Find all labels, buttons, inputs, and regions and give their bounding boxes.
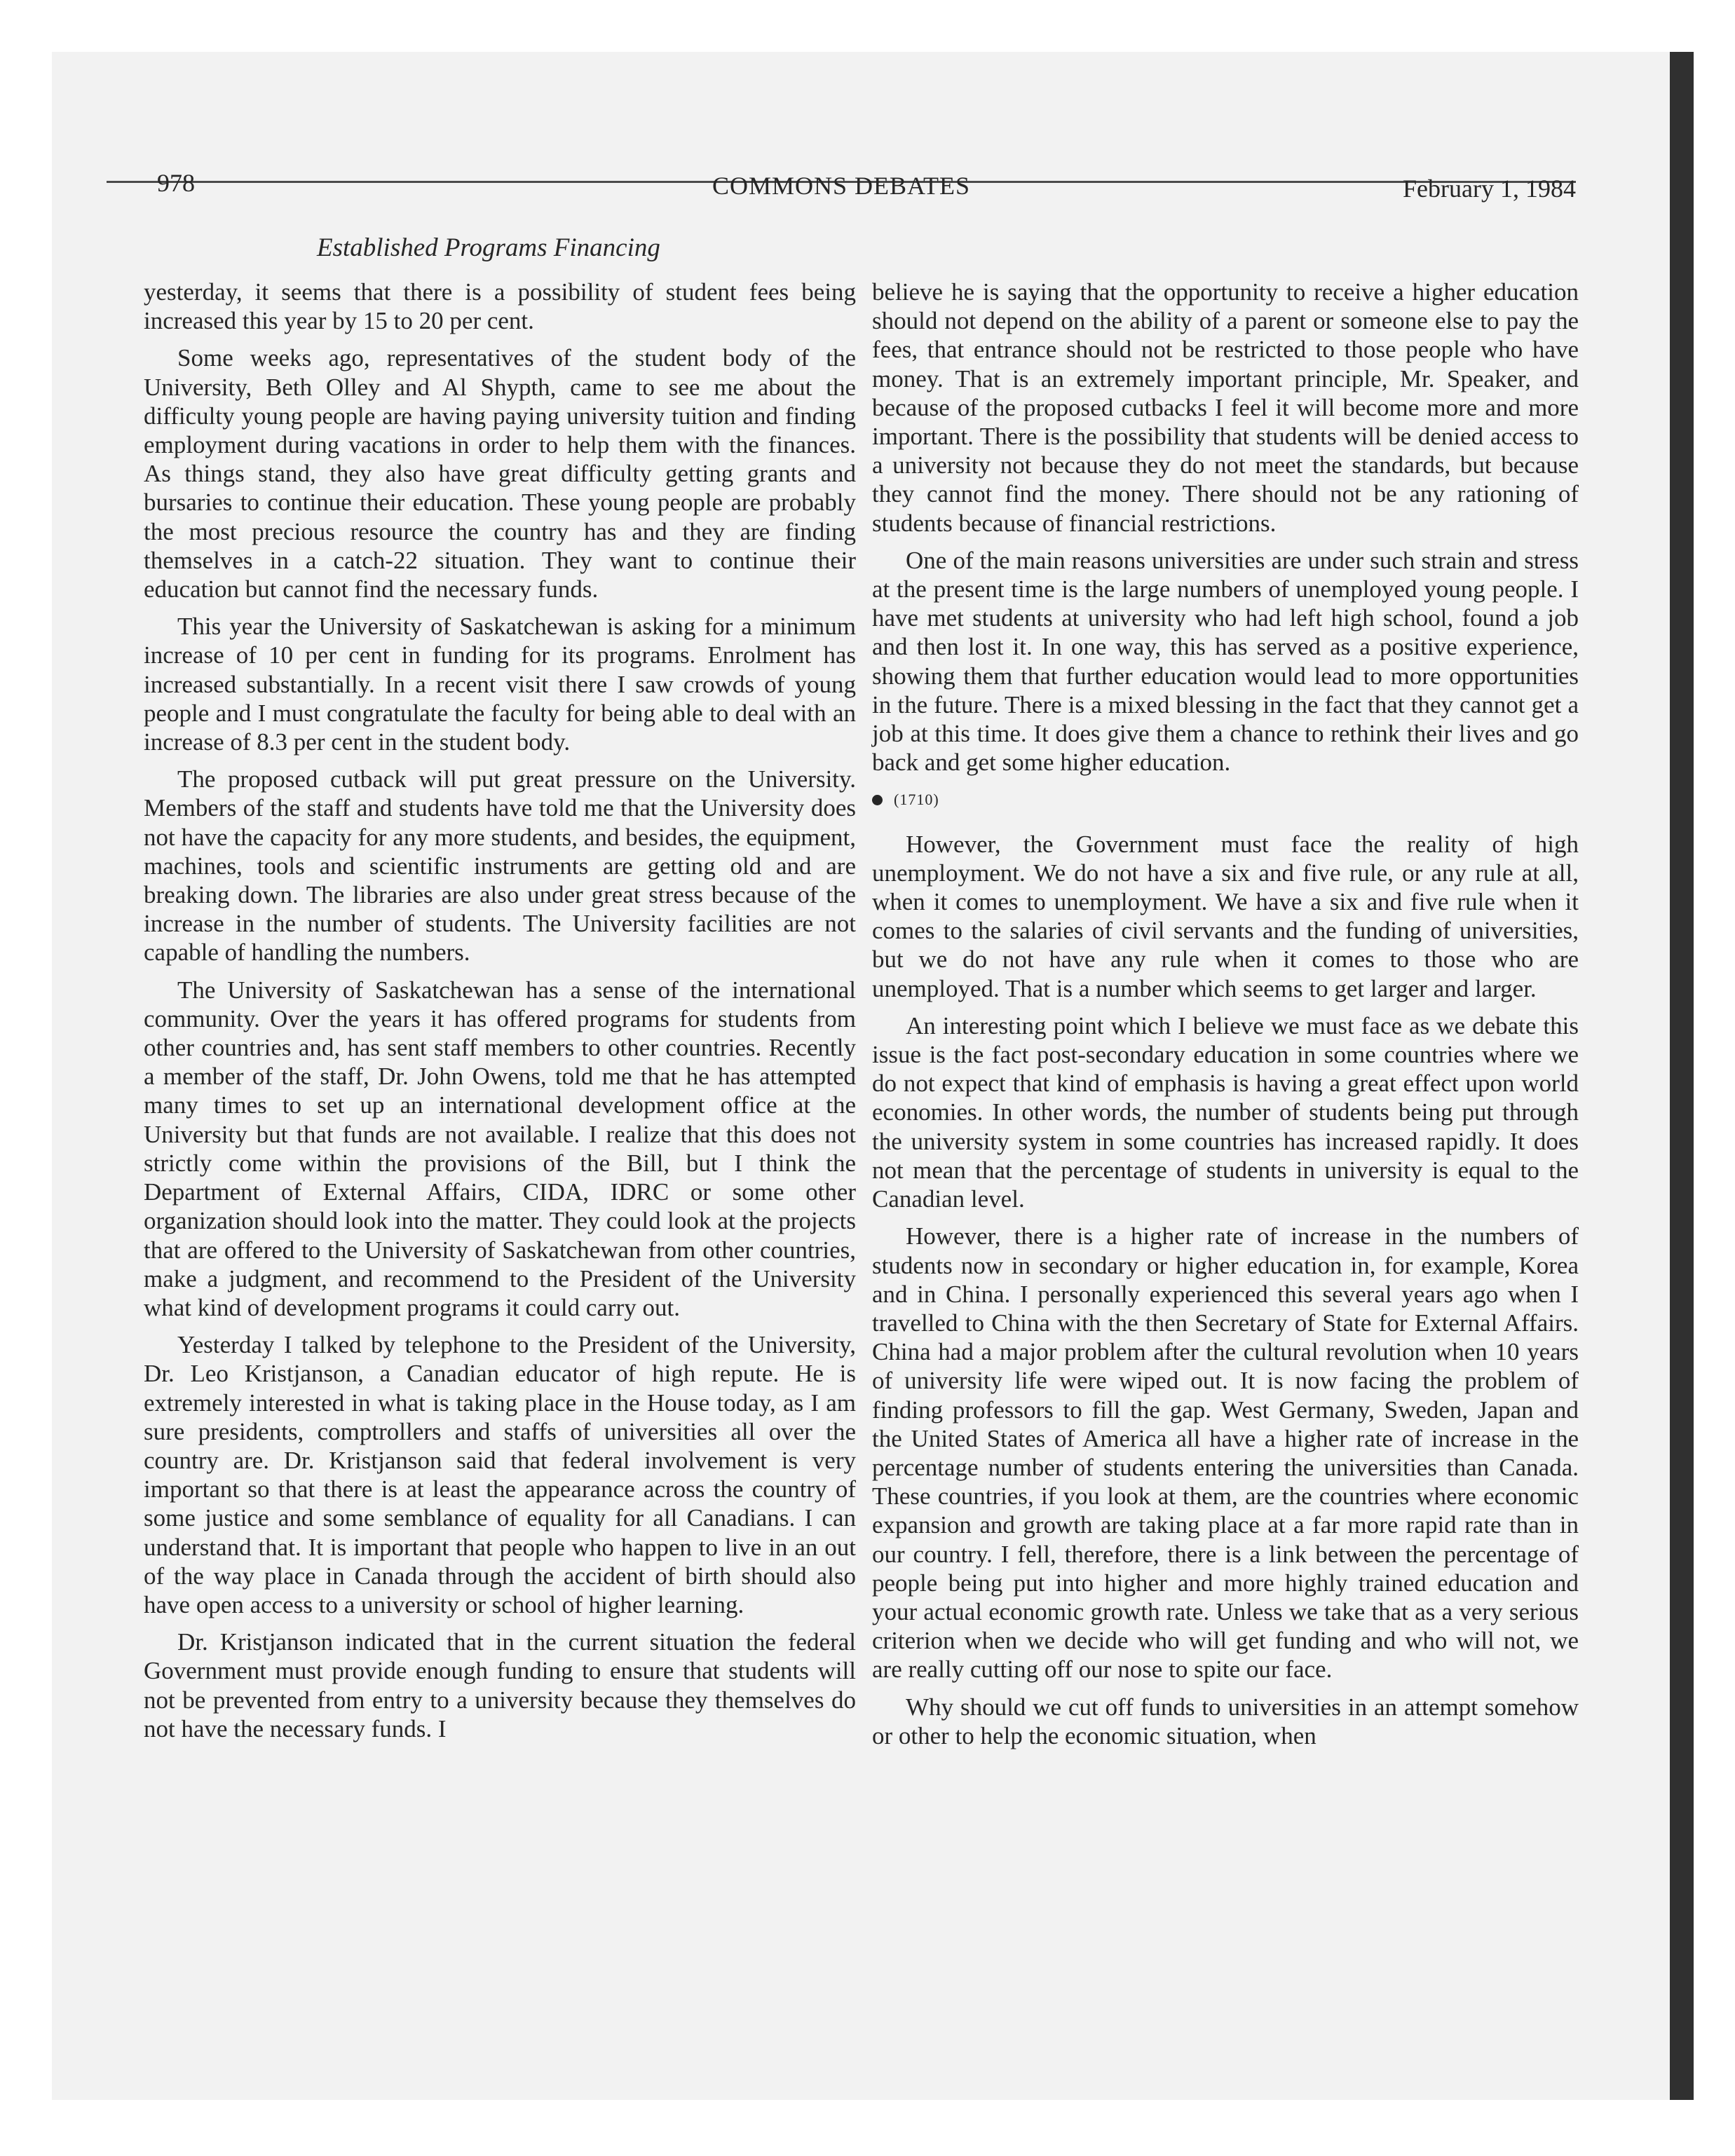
page-header (107, 125, 1576, 203)
paragraph: Dr. Kristjanson indicated that in the current situation the federal Government must provide enough funding to ensure that students will not be prevented from entry to a university because they themselves do not have the necessary funds. I (144, 1628, 856, 1742)
scan-edge-shadow (1670, 52, 1694, 2100)
bullet-icon (872, 795, 883, 805)
publication-title: COMMONS DEBATES (712, 172, 971, 200)
paragraph: The proposed cutback will put great pressure on the University. Members of the staff and students have told me that the University does not have the capacity for any more students, and besides, the equipment, machines, tools and scientific instruments are getting old and are breaking down. The libraries are also under great stress because of the increase in the number of students. The University facilities are not capable of handling the numbers. (144, 765, 856, 967)
page-number: 978 (157, 169, 195, 197)
paragraph: However, there is a higher rate of increase in the numbers of students now in secondary or higher education in, for example, Korea and in China. I personally experienced this several years ago when I travelled to China with the then Secretary of State for External Affairs. China had a major problem after the cultural revolution when 10 years of university life were wiped out. It is now facing the problem of finding professors to fill the gap. West Germany, Sweden, Japan and the United States of America all have a higher rate of increase in the percentage number of students entering the universities than Canada. These countries, if you look at them, are the countries where economic expansion and growth are taking place at a far more rapid rate than in our country. I fell, therefore, there is a link between the percentage of people being put into higher and more highly trained education and your actual economic growth rate. Unless we take that as a very serious criterion when we decide who will get funding and who will not, we are really cutting off our nose to spite our face. (872, 1222, 1579, 1684)
paragraph: Some weeks ago, representatives of the student body of the University, Beth Olley and Al Shypth, came to see me about the difficulty young people are having paying university tuition and finding employment during vacations in order to help them with the finances. As things stand, they also have great difficulty getting grants and bursaries to continue their education. These young people are probably the most precious resource the country has and they are finding themselves in a catch-22 situation. They want to continue their education but cannot find the necessary funds. (144, 344, 856, 603)
time-marker-label: (1710) (894, 791, 939, 809)
paragraph: However, the Government must face the reality of high unemployment. We do not have a six and five rule, or any rule at all, when it comes to unemployment. We have a six and five rule when it comes to the salaries of civil servants and the funding of universities, but we do not have any rule when it comes to those who are unemployed. That is a number which seems to get larger and larger. (872, 830, 1579, 1002)
paragraph: This year the University of Saskatchewan is asking for a minimum increase of 10 per cent in funding for its programs. Enrolment has increased substantially. In a recent visit there I saw crowds of young people and I must congratulate the faculty for being able to deal with an increase of 8.3 per cent in the student body. (144, 613, 856, 756)
paragraph: The University of Saskatchewan has a sense of the international community. Over the years it has offered programs for students from other countries and, has sent staff members to other countries. Recently a member of the staff, Dr. John Owens, told me that he has attempted many times to set up an international development office at the University but that funds are not available. I realize that this does not strictly come within the provisions of the Bill, but I think the Department of External Affairs, CIDA, IDRC or some other organization should look into the matter. They could look at the projects that are offered to the University of Saskatchewan from other countries, make a judgment, and recommend to the President of the University what kind of development programs it could carry out. (144, 976, 856, 1321)
paragraph: An interesting point which I believe we must face as we debate this issue is the fact post-secondary education in some countries where we do not expect that kind of emphasis is having a great effect upon world economies. In other words, the number of students being put through the university system in some countries has increased rapidly. It does not mean that the percentage of students in university is equal to the Canadian level. (872, 1011, 1579, 1213)
section-title: Established Programs Financing (317, 233, 660, 262)
time-marker (872, 785, 1579, 814)
paragraph: Why should we cut off funds to universities in an attempt somehow or other to help the economic situation, when (872, 1693, 1579, 1749)
paragraph: yesterday, it seems that there is a possibility of student fees being increased this year by 15 to 20 per cent. (144, 278, 856, 335)
publication-date: February 1, 1984 (1403, 175, 1576, 203)
paragraph: believe he is saying that the opportunity to receive a higher education should not depend on the ability of a parent or someone else to pay the fees, that entrance should not be restricted to those people who have money. That is an extremely important principle, Mr. Speaker, and because of the proposed cutbacks I feel it will become more and more important. There is the possibility that students will be denied access to a university not because they do not meet the standards, but because they cannot find the money. There should not be any rationing of students because of financial restrictions. (872, 278, 1579, 537)
paragraph: One of the main reasons universities are under such strain and stress at the present time is the large numbers of unemployed young people. I have met students at university who had left high school, found a job and then lost it. In one way, this has served as a positive experience, showing them that further education would lead to more opportunities in the future. There is a mixed blessing in the fact that they cannot get a job at this time. It does give them a chance to rethink their lives and go back and get some higher education. (872, 546, 1579, 777)
paragraph: Yesterday I talked by telephone to the President of the University, Dr. Leo Kristjanson, a Canadian educator of high repute. He is extremely interested in what is taking place in the House today, as I am sure presidents, comptrollers and staffs of universities all over the country are. Dr. Kristjanson said that federal involvement is very important so that there is at least the appearance across the country of some justice and some semblance of equality for all Canadians. I can understand that. It is important that people who happen to live in an out of the way place in Canada through the accident of birth should also have open access to a university or school of higher learning. (144, 1331, 856, 1618)
left-column (144, 278, 856, 1752)
right-column (872, 278, 1579, 1759)
